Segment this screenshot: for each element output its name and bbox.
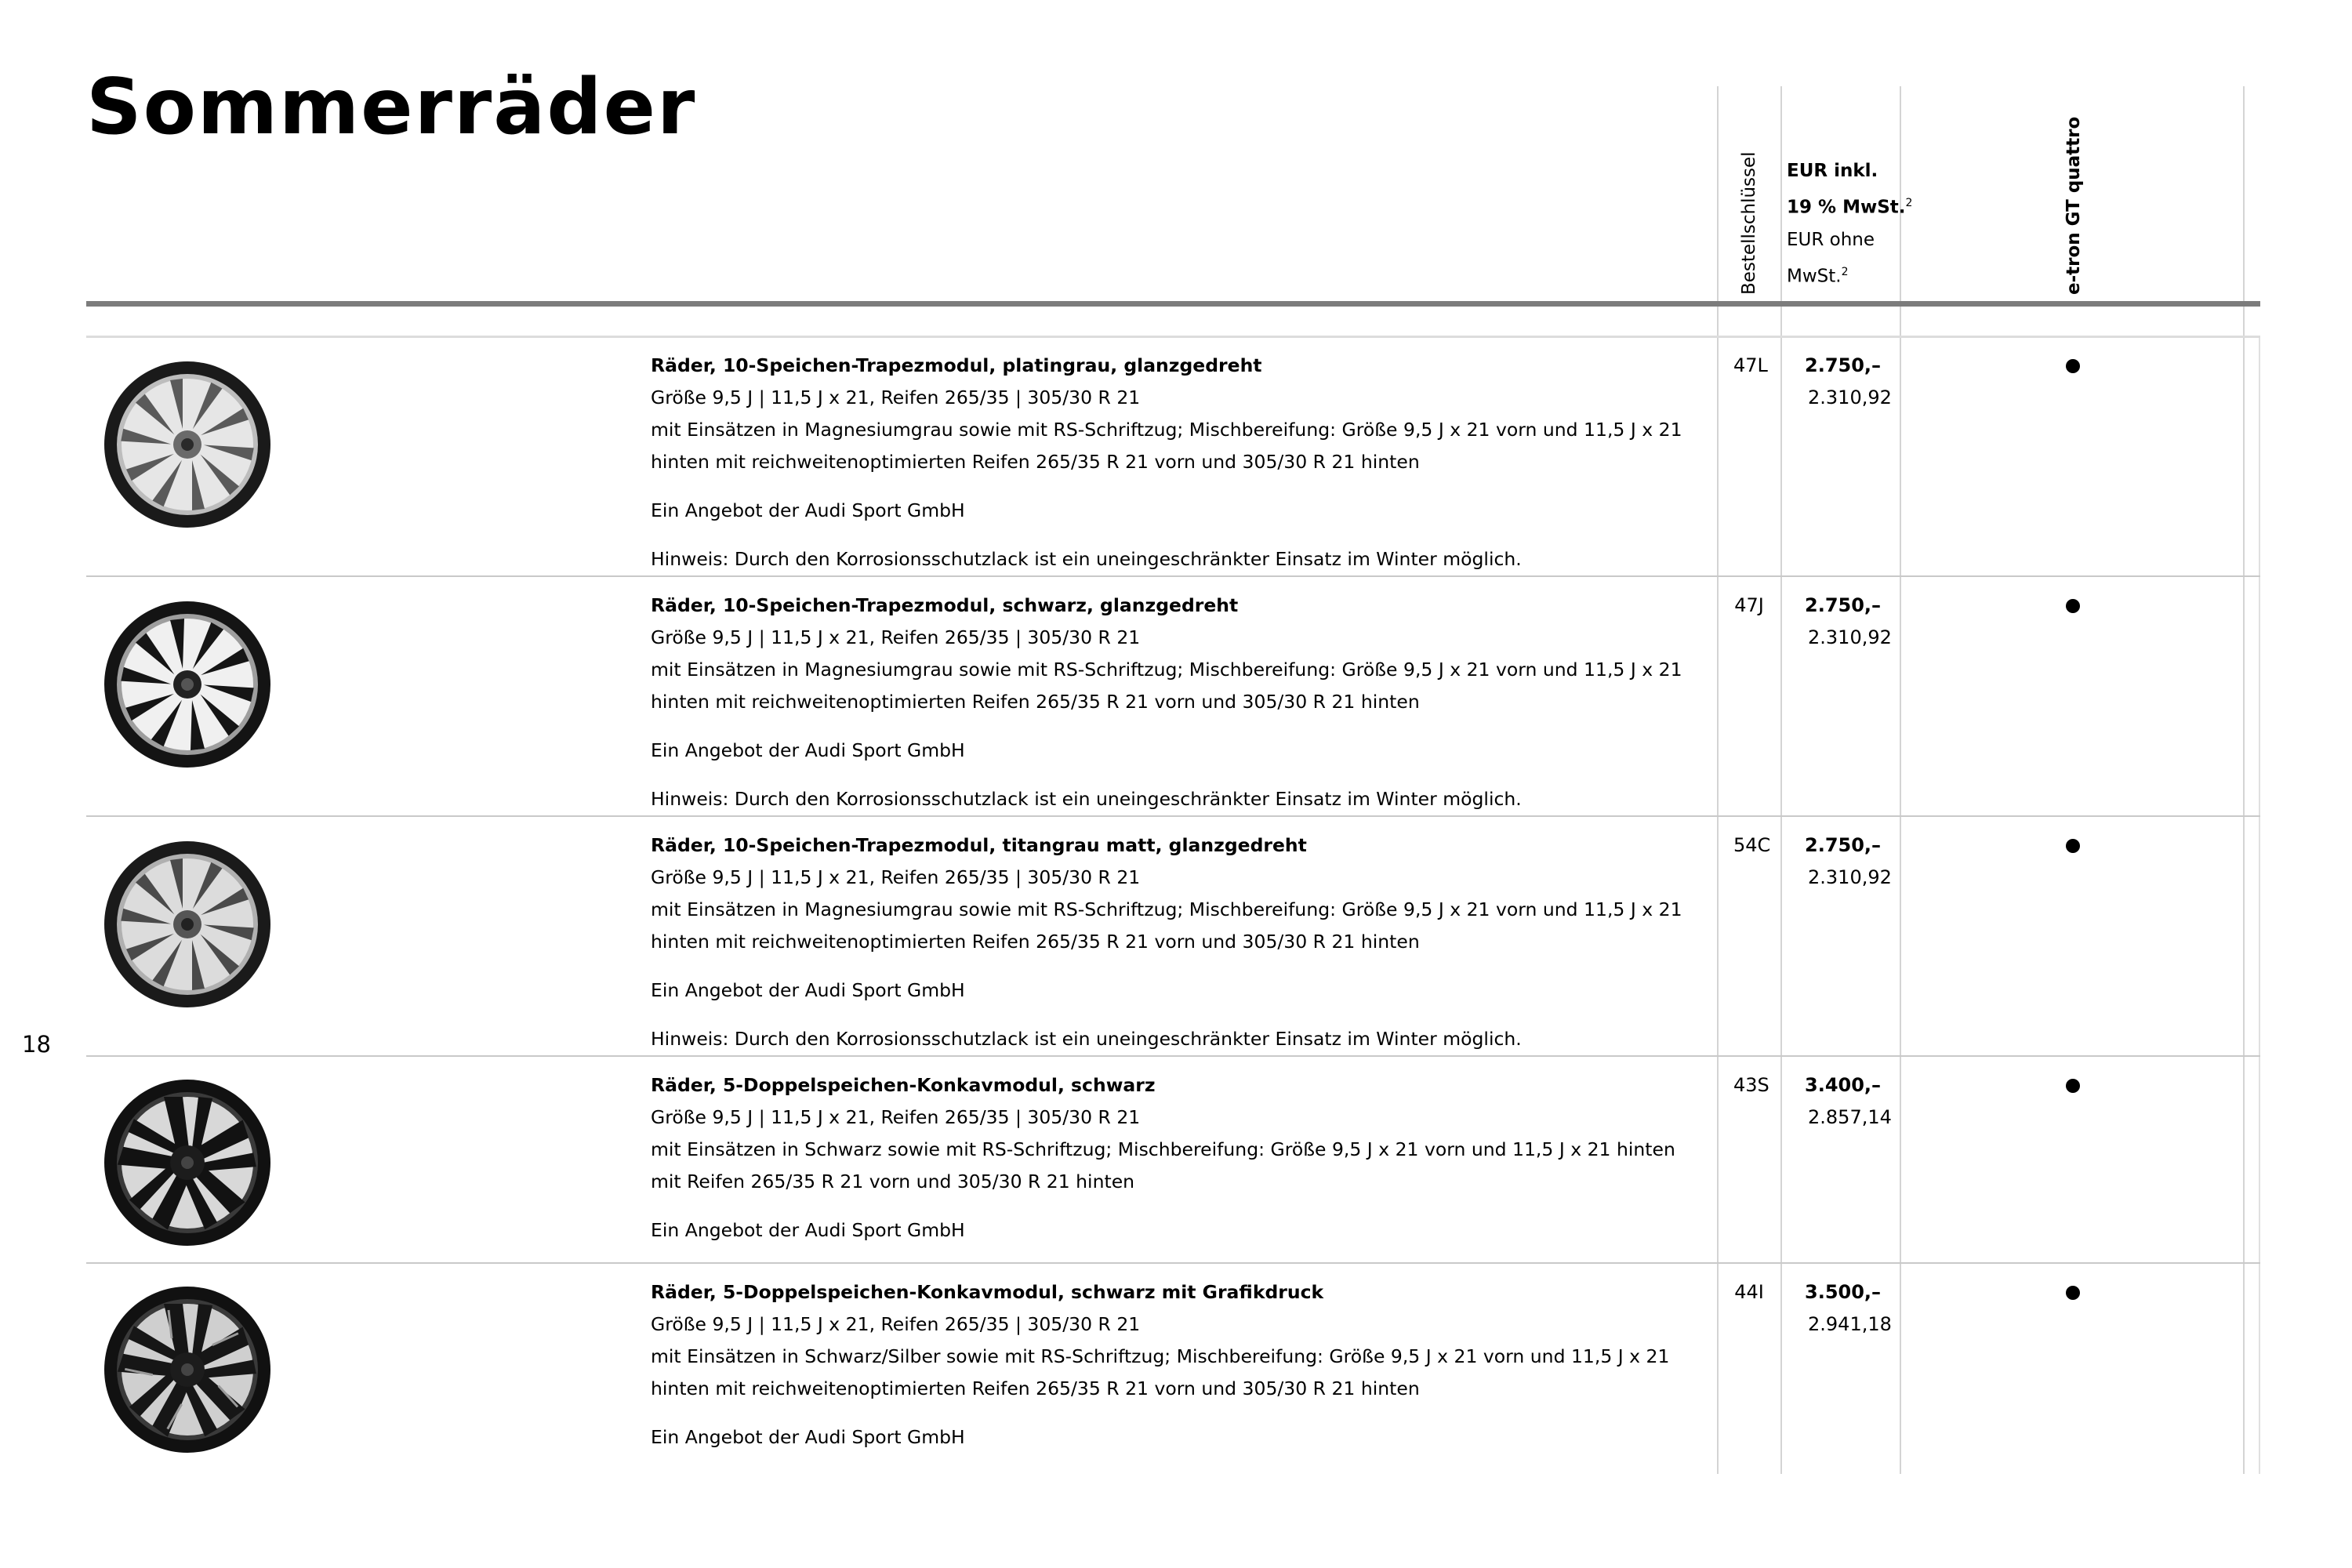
wheel-name: Räder, 10-Speichen-Trapezmodul, platingrau, glanzgedreht	[651, 354, 1262, 376]
standard-equipment-dot	[2066, 359, 2080, 373]
wheel-description	[651, 1276, 1709, 1454]
wheel-offer: Ein Angebot der Audi Sport GmbH	[651, 739, 965, 761]
page-number: 18	[22, 1031, 51, 1058]
price-cell	[1805, 350, 1892, 414]
price-gross: 2.750,–	[1805, 354, 1882, 376]
price-net: 2.857,14	[1808, 1106, 1892, 1128]
order-code: 54C	[1733, 834, 1771, 856]
wheel-note: Hinweis: Durch den Korrosionsschutzlack ist ein uneingeschränkter Einsatz im Winter möglich.	[651, 1028, 1522, 1050]
wheel-details: mit Einsätzen in Magnesiumgrau sowie mit RS-Schriftzug; Mischbereifung: Größe 9,5 J x 21 vorn und 11,5 J x 21 hinten mit reichweitenoptimierten Reifen 265/35 R 21 vorn und 305/30 R 21 hinten	[651, 419, 1682, 473]
price-net: 2.310,92	[1808, 387, 1892, 408]
wheel-offer: Ein Angebot der Audi Sport GmbH	[651, 1219, 965, 1241]
price-gross: 3.400,–	[1805, 1074, 1882, 1096]
standard-equipment-dot	[2066, 599, 2080, 613]
column-divider	[1780, 86, 1782, 1474]
price-gross: 2.750,–	[1805, 834, 1882, 856]
wheel-black-polished-icon	[100, 597, 274, 771]
price-cell	[1805, 829, 1892, 894]
wheel-titanium-grey-icon	[100, 837, 274, 1011]
column-divider	[2243, 86, 2245, 1474]
header-rule	[86, 301, 2260, 307]
wheel-size: Größe 9,5 J | 11,5 J x 21, Reifen 265/35 | 305/30 R 21	[651, 387, 1141, 408]
wheel-offer: Ein Angebot der Audi Sport GmbH	[651, 979, 965, 1001]
wheel-name: Räder, 10-Speichen-Trapezmodul, schwarz, glanzgedreht	[651, 594, 1239, 616]
order-code: 47L	[1733, 354, 1768, 376]
row-divider	[86, 815, 2260, 817]
price-cell	[1805, 1276, 1892, 1341]
wheel-details: mit Einsätzen in Magnesiumgrau sowie mit RS-Schriftzug; Mischbereifung: Größe 9,5 J x 21 vorn und 11,5 J x 21 hinten mit reichweitenoptimierten Reifen 265/35 R 21 vorn und 305/30 R 21 hinten	[651, 659, 1682, 713]
column-divider	[2259, 336, 2260, 1474]
order-code: 47J	[1734, 594, 1764, 616]
wheel-note: Hinweis: Durch den Korrosionsschutzlack ist ein uneingeschränkter Einsatz im Winter möglich.	[651, 548, 1522, 570]
wheel-details: mit Einsätzen in Magnesiumgrau sowie mit RS-Schriftzug; Mischbereifung: Größe 9,5 J x 21 vorn und 11,5 J x 21 hinten mit reichweitenoptimierten Reifen 265/35 R 21 vorn und 305/30 R 21 hinten	[651, 898, 1682, 953]
wheel-name: Räder, 5-Doppelspeichen-Konkavmodul, schwarz mit Grafikdruck	[651, 1281, 1324, 1303]
price-net: 2.310,92	[1808, 866, 1892, 888]
wheel-offer: Ein Angebot der Audi Sport GmbH	[651, 1426, 965, 1448]
standard-equipment-dot	[2066, 1286, 2080, 1300]
wheel-offer: Ein Angebot der Audi Sport GmbH	[651, 499, 965, 521]
model-header: e-tron GT quattro	[2063, 116, 2084, 295]
standard-equipment-dot	[2066, 839, 2080, 853]
wheel-size: Größe 9,5 J | 11,5 J x 21, Reifen 265/35 | 305/30 R 21	[651, 626, 1141, 648]
wheel-size: Größe 9,5 J | 11,5 J x 21, Reifen 265/35 | 305/30 R 21	[651, 1106, 1141, 1128]
wheel-black-graphic-icon	[100, 1283, 274, 1457]
wheel-description	[651, 590, 1709, 815]
price-net: 2.310,92	[1808, 626, 1892, 648]
column-divider	[1900, 86, 1901, 1474]
wheel-black-concave-icon	[100, 1076, 274, 1250]
wheel-name: Räder, 10-Speichen-Trapezmodul, titangrau matt, glanzgedreht	[651, 834, 1307, 856]
price-cell	[1805, 590, 1892, 654]
price-gross: 3.500,–	[1805, 1281, 1882, 1303]
price-gross: 2.750,–	[1805, 594, 1882, 616]
header-subrule	[86, 336, 2260, 338]
price-cell	[1805, 1069, 1892, 1134]
row-divider	[86, 1262, 2260, 1264]
price-header: EUR inkl. 19 % MwSt.$^2$ EUR ohne MwSt.$^2$	[1787, 161, 1913, 287]
wheel-platinum-grey-icon	[100, 358, 274, 532]
order-key-header: Bestellschlüssel	[1739, 151, 1759, 295]
wheel-description	[651, 350, 1709, 575]
wheel-note: Hinweis: Durch den Korrosionsschutzlack ist ein uneingeschränkter Einsatz im Winter möglich.	[651, 788, 1522, 810]
wheel-description	[651, 1069, 1709, 1247]
wheel-name: Räder, 5-Doppelspeichen-Konkavmodul, schwarz	[651, 1074, 1156, 1096]
row-divider	[86, 1055, 2260, 1057]
page-title: Sommerräder	[86, 63, 697, 152]
wheel-size: Größe 9,5 J | 11,5 J x 21, Reifen 265/35 | 305/30 R 21	[651, 866, 1141, 888]
wheel-size: Größe 9,5 J | 11,5 J x 21, Reifen 265/35 | 305/30 R 21	[651, 1313, 1141, 1335]
order-code: 43S	[1733, 1074, 1769, 1096]
wheel-description	[651, 829, 1709, 1055]
row-divider	[86, 575, 2260, 577]
wheel-details: mit Einsätzen in Schwarz/Silber sowie mit RS-Schriftzug; Mischbereifung: Größe 9,5 J x 21 vorn und 11,5 J x 21 hinten mit reichweitenoptimierten Reifen 265/35 R 21 vorn und 305/30 R 21 hinten	[651, 1345, 1670, 1399]
price-net: 2.941,18	[1808, 1313, 1892, 1335]
order-code: 44I	[1734, 1281, 1764, 1303]
column-divider	[1717, 86, 1719, 1474]
standard-equipment-dot	[2066, 1079, 2080, 1093]
wheel-details: mit Einsätzen in Schwarz sowie mit RS-Schriftzug; Mischbereifung: Größe 9,5 J x 21 vorn und 11,5 J x 21 hinten mit Reifen 265/35 R 21 vorn und 305/30 R 21 hinten	[651, 1138, 1675, 1192]
